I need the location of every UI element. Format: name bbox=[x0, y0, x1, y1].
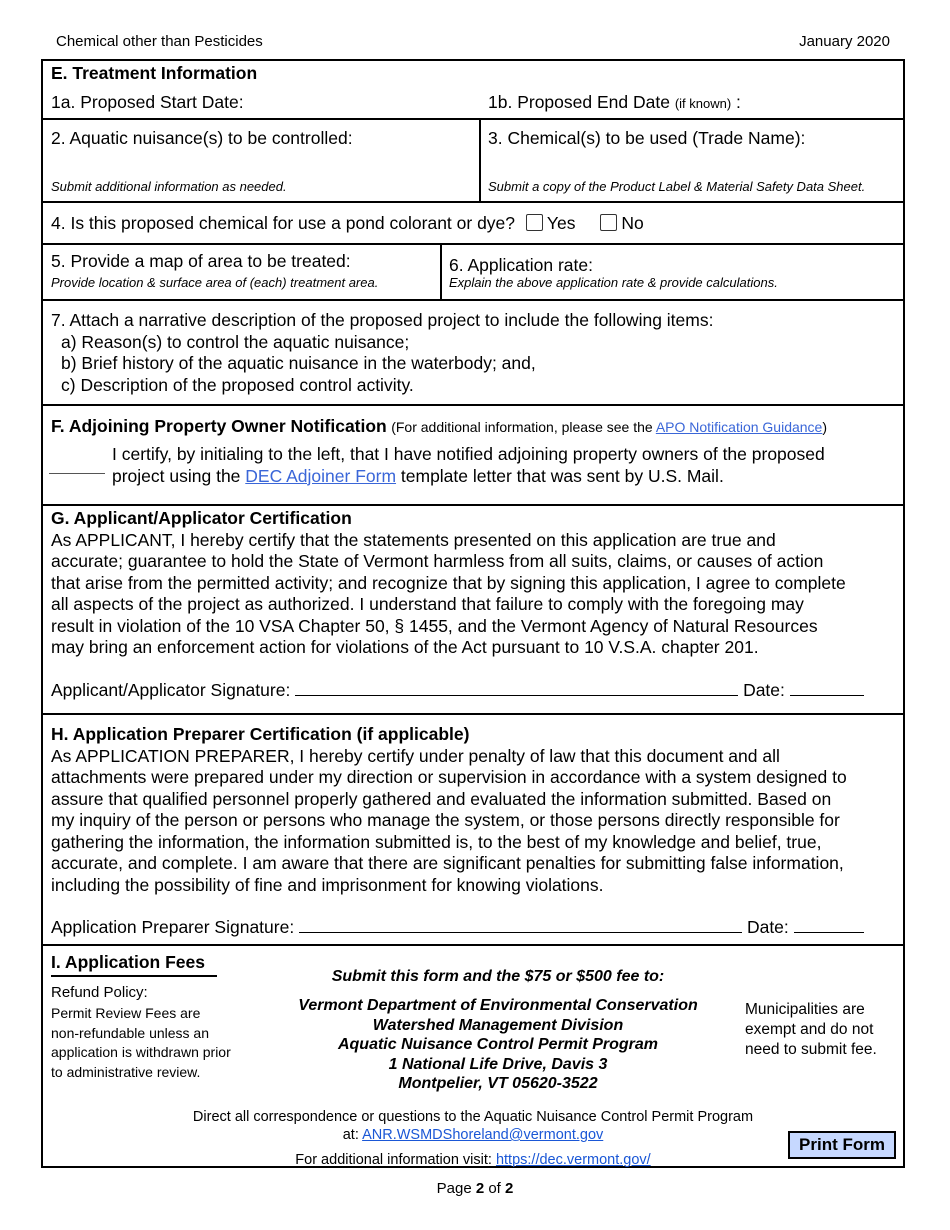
visit-prefix: For additional information visit: bbox=[295, 1152, 496, 1168]
applicant-signature-row bbox=[51, 679, 864, 702]
correspondence-line-2 bbox=[113, 1126, 833, 1144]
page-current: 2 bbox=[475, 1180, 485, 1197]
refund-line-1: Permit Review Fees are bbox=[51, 1005, 201, 1021]
section-h-line-6: accurate, and complete. I am aware that there are significant penalties for submitting false information, bbox=[51, 853, 844, 873]
section-f-note-prefix: (For additional information, please see the bbox=[391, 419, 656, 435]
preparer-date-label: Date: bbox=[746, 917, 789, 937]
applicant-date-field[interactable] bbox=[790, 679, 864, 696]
section-g-title: G. Applicant/Applicator Certification bbox=[51, 508, 352, 528]
address-line-1: Vermont Department of Environmental Conservation bbox=[298, 997, 698, 1014]
section-g-line-1: As APPLICANT, I hereby certify that the statements presented on this application are true and bbox=[51, 529, 776, 550]
submit-heading: Submit this form and the $75 or $500 fee to: bbox=[331, 968, 665, 985]
section-h-line-3: assure that qualified personnel properly gathered and evaluated the information submitted. Based on bbox=[51, 788, 832, 809]
section-g-line-4: all aspects of the project as authorized. I understand that failure to comply with the foregoing may bbox=[51, 594, 804, 614]
applicant-signature-label: Applicant/Applicator Signature: bbox=[51, 680, 291, 700]
yes-checkbox[interactable] bbox=[526, 214, 543, 231]
correspondence-at: at: bbox=[342, 1127, 363, 1143]
form-date: January 2020 bbox=[799, 33, 890, 50]
visit-line bbox=[113, 1152, 833, 1168]
narrative-row bbox=[43, 301, 903, 406]
nuisance-note: Submit additional information as needed. bbox=[51, 179, 287, 194]
refund-line-3: application is withdrawn prior bbox=[51, 1044, 231, 1060]
page-prefix: Page bbox=[436, 1180, 476, 1197]
municipal-exemption bbox=[745, 1000, 877, 1060]
website-link[interactable]: https://dec.vermont.gov/ bbox=[495, 1152, 651, 1168]
end-date-field-label bbox=[488, 92, 741, 113]
section-i bbox=[43, 946, 903, 1168]
apo-guidance-link[interactable]: APO Notification Guidance bbox=[655, 419, 823, 435]
map-note: Provide location & surface area of (each) treatment area. bbox=[51, 275, 379, 290]
section-f-heading bbox=[51, 416, 827, 437]
address-line-2: Watershed Management Division bbox=[372, 1016, 624, 1034]
narrative-item-a: a) Reason(s) to control the aquatic nuisance; bbox=[61, 331, 410, 352]
end-date-colon: : bbox=[736, 92, 741, 112]
certify-line-1: I certify, by initialing to the left, that I have notified adjoining property owners of the proposed bbox=[112, 444, 825, 464]
correspondence-line-1: Direct all correspondence or questions to the Aquatic Nuisance Control Permit Program bbox=[192, 1109, 754, 1125]
map-rate-row bbox=[43, 245, 903, 301]
refund-policy bbox=[51, 1004, 231, 1082]
narrative-item-b: b) Brief history of the aquatic nuisance in the waterbody; and, bbox=[61, 353, 536, 373]
colorant-question: 4. Is this proposed chemical for use a pond colorant or dye? bbox=[51, 213, 516, 233]
certify-suffix: template letter that was sent by U.S. Mail. bbox=[396, 465, 724, 486]
mailing-address bbox=[258, 996, 738, 1094]
section-e-title: E. Treatment Information bbox=[51, 63, 258, 83]
colorant-row bbox=[43, 203, 903, 245]
page-number bbox=[0, 1180, 950, 1197]
section-f-title: F. Adjoining Property Owner Notification bbox=[51, 416, 387, 436]
address-line-3: Aquatic Nuisance Control Permit Program bbox=[337, 1036, 659, 1053]
section-h-line-2: attachments were prepared under my direction or supervision in accordance with a system designed to bbox=[51, 767, 847, 787]
section-g-line-6: may bring an enforcement action for violations of the Act pursuant to 10 V.S.A. chapter 201. bbox=[51, 637, 759, 657]
section-f-note-suffix: ) bbox=[822, 419, 828, 435]
applicant-signature-field[interactable] bbox=[295, 679, 738, 696]
initial-field[interactable] bbox=[49, 473, 105, 474]
nuisance-label: 2. Aquatic nuisance(s) to be controlled: bbox=[51, 128, 353, 148]
no-label: No bbox=[621, 213, 644, 233]
certify-line-2 bbox=[112, 466, 724, 488]
address-line-4: 1 National Life Drive, Davis 3 bbox=[388, 1055, 608, 1073]
chemical-label: 3. Chemical(s) to be used (Trade Name): bbox=[488, 128, 806, 148]
colorant-question-line bbox=[51, 213, 644, 234]
refund-line-4: to administrative review. bbox=[51, 1063, 201, 1080]
nuisance-chemical-row bbox=[43, 120, 903, 203]
print-form-button[interactable]: Print Form bbox=[788, 1131, 896, 1159]
refund-title: Refund Policy: bbox=[51, 984, 148, 1001]
section-h-line-1: As APPLICATION PREPARER, I hereby certify under penalty of law that this document and all bbox=[51, 745, 780, 766]
preparer-signature-label: Application Preparer Signature: bbox=[51, 917, 295, 937]
preparer-date-field[interactable] bbox=[794, 916, 864, 933]
section-f-note bbox=[391, 419, 827, 435]
form-frame bbox=[41, 59, 905, 1168]
form-type-label: Chemical other than Pesticides bbox=[56, 33, 263, 50]
address-line-5: Montpelier, VT 05620-3522 bbox=[398, 1075, 598, 1092]
email-link[interactable]: ANR.WSMDShoreland@vermont.gov bbox=[362, 1127, 604, 1143]
section-h-line-5: gathering the information, the information submitted is, to the best of my knowledge and belief, true, bbox=[51, 831, 822, 852]
end-date-label: 1b. Proposed End Date bbox=[488, 92, 670, 112]
section-g-line-2: accurate; guarantee to hold the State of Vermont harmless from all suits, claims, or causes of action bbox=[51, 551, 824, 571]
narrative-intro: 7. Attach a narrative description of the proposed project to include the following items: bbox=[51, 310, 714, 330]
section-f bbox=[43, 406, 903, 506]
section-h-title: H. Application Preparer Certification (if applicable) bbox=[51, 724, 470, 744]
page-total: 2 bbox=[505, 1180, 514, 1197]
preparer-signature-field[interactable] bbox=[299, 916, 742, 933]
correspondence bbox=[113, 1108, 833, 1144]
start-date-label: 1a. Proposed Start Date: bbox=[51, 92, 244, 112]
no-checkbox[interactable] bbox=[600, 214, 617, 231]
map-label: 5. Provide a map of area to be treated: bbox=[51, 251, 351, 271]
chemical-note: Submit a copy of the Product Label & Material Safety Data Sheet. bbox=[488, 179, 866, 194]
rate-note: Explain the above application rate & provide calculations. bbox=[449, 275, 778, 290]
rate-label: 6. Application rate: bbox=[449, 255, 593, 275]
section-g-line-3: that arise from the permitted activity; and recognize that by signing this application, I agree to complete bbox=[51, 572, 846, 593]
yes-label: Yes bbox=[546, 213, 576, 233]
preparer-signature-row bbox=[51, 916, 864, 939]
refund-line-2: non-refundable unless an bbox=[51, 1024, 210, 1041]
page-middle: of bbox=[484, 1180, 506, 1197]
section-g bbox=[43, 506, 903, 715]
end-date-note: (if known) bbox=[674, 96, 732, 111]
exempt-line-2: exempt and do not bbox=[745, 1021, 874, 1038]
applicant-date-label: Date: bbox=[743, 680, 785, 700]
section-h-line-7: including the possibility of fine and imprisonment for knowing violations. bbox=[51, 874, 604, 895]
section-g-line-5: result in violation of the 10 VSA Chapter 50, § 1455, and the Vermont Agency of Natural Resources bbox=[51, 615, 818, 636]
section-h-line-4: my inquiry of the person or persons who manage the system, or those persons directly responsible for bbox=[51, 810, 840, 830]
section-h bbox=[43, 715, 903, 946]
dec-adjoiner-form-link[interactable]: DEC Adjoiner Form bbox=[245, 465, 397, 486]
section-e-dates-row bbox=[43, 61, 903, 120]
exempt-line-1: Municipalities are bbox=[745, 1001, 865, 1018]
exempt-line-3: need to submit fee. bbox=[745, 1041, 877, 1058]
narrative-item-c: c) Description of the proposed control activity. bbox=[61, 374, 414, 395]
certify-prefix: project using the bbox=[112, 465, 246, 486]
section-i-title: I. Application Fees bbox=[51, 952, 217, 977]
